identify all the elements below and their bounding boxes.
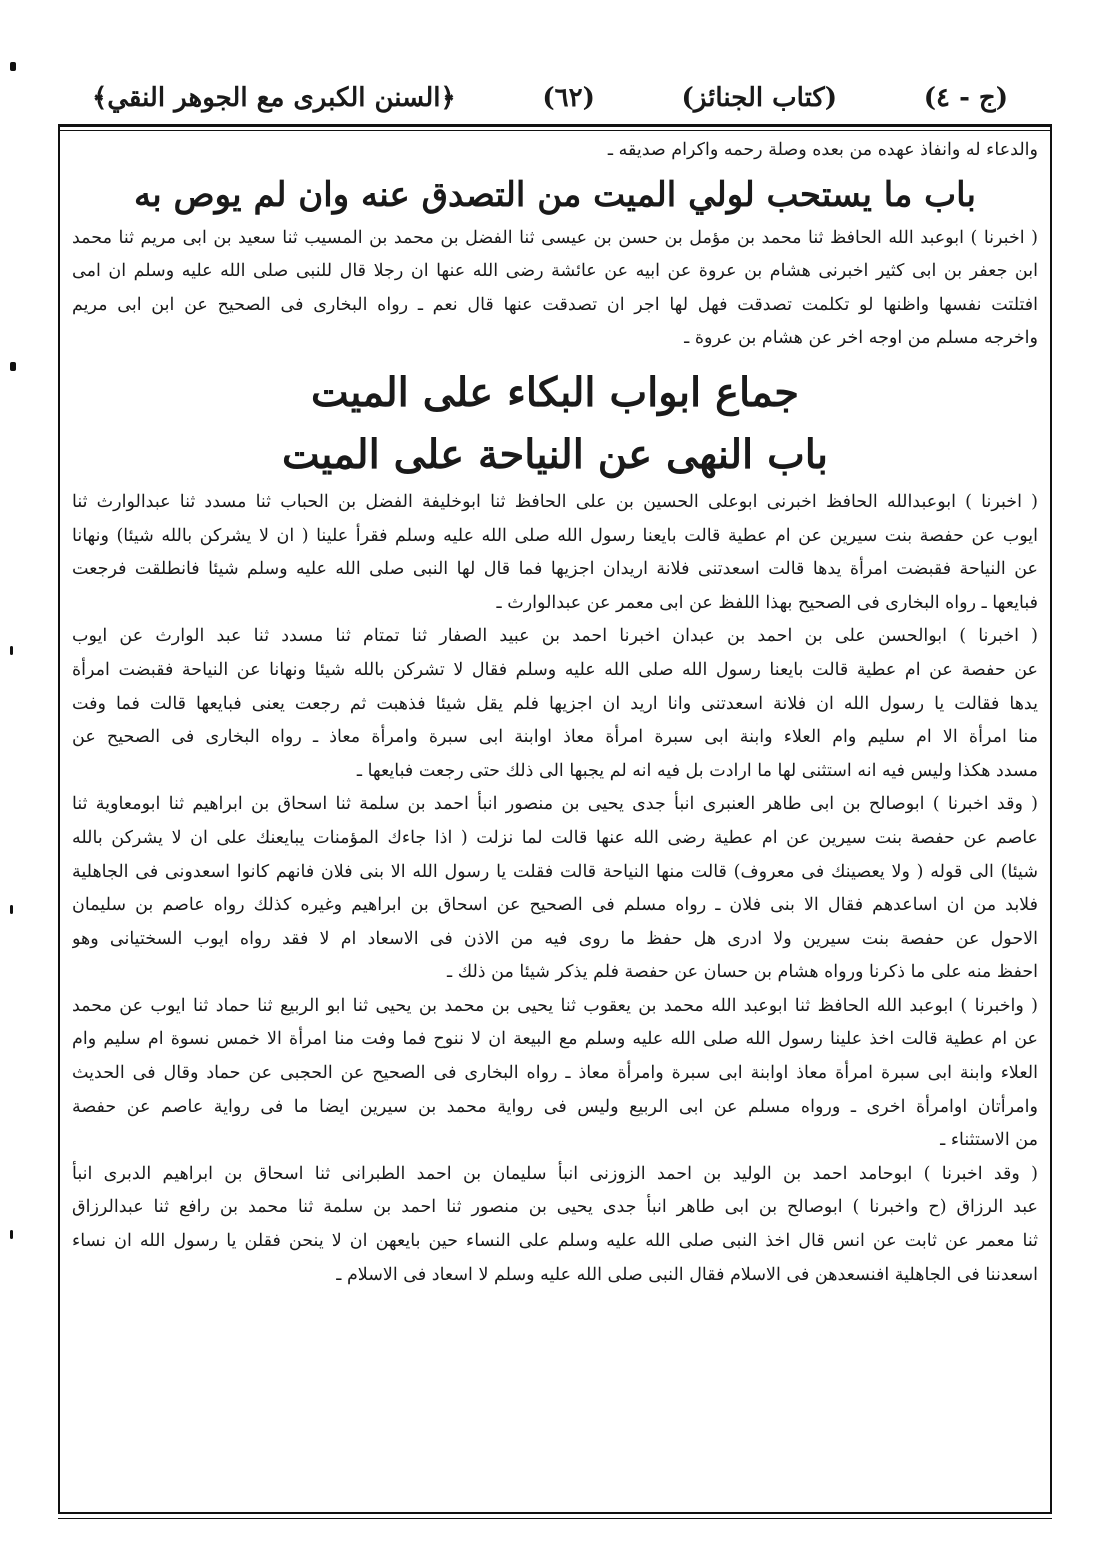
text-line: فلابد من ان اساعدهم فقال الا بنى فلان ـ رواه مسلم فى الصحيح عن اسحاق بن ابراهيم وغيره كذلك رواه عاصم بن سليمان: [72, 895, 1038, 916]
text-line: عبد الرزاق (ح واخبرنا ) ابوصالح بن ابى طاهر انبأ جدى يحيى بن منصور ثنا احمد بن سلمة ثنا محمد بن رافع ثنا عبدالرزاق: [72, 1197, 1038, 1218]
frame-right-border: [1050, 124, 1052, 1514]
running-header: [92, 78, 1008, 118]
text-line: ( اخبرنا ) ابوعبدالله الحافظ اخبرنى ابوعلى الحسين بن على الحافظ ثنا ابوخليفة الفضل بن الحباب ثنا مسدد ثنا عبدالوارث ثنا: [72, 491, 1038, 512]
footer-rule: [58, 1512, 1052, 1514]
text-line: افتلتت نفسها واظنها لو تكلمت تصدقت فهل لها اجر ان تصدقت عنها قال نعم ـ رواه البخارى فى الصحيح عن ابن ابى مريم: [72, 294, 1038, 315]
text-line: عاصم عن حفصة بنت سيرين عن ام عطية رضى الله عنها قالت لما نزلت ( اذا جاءك المؤمنات يبايعنك على ان لا يشركن بالله: [72, 827, 1038, 848]
margin-mark-5: [10, 1230, 13, 1239]
margin-mark-1: [10, 62, 16, 71]
text-line: وامرأتان اوامرأة اخرى ـ ورواه مسلم عن ابى الربيع وليس فى رواية محمد بن سيرين ايضا ما فى رواية عاصم عن حفصة: [72, 1096, 1038, 1117]
paragraph-6: [72, 1158, 1038, 1292]
section-heading-charity: باب ما يستحب لولي الميت من التصدق عنه وان لم يوص به: [133, 174, 976, 215]
text-line: ابن جعفر بن ابى كثير اخبرنى هشام بن عروة عن ابيه عن عائشة رضى الله عنها ان رجلا قال للنبى صلى الله عليه وسلم ان امى: [72, 261, 1038, 282]
text-line: عن حفصة عن ام عطية قالت بايعنا رسول الله صلى الله عليه وسلم فقال لا تشركن بالله شيئا ونهانا عن النياحة فقبضت امرأة: [72, 659, 1038, 680]
paragraph-3: [72, 620, 1038, 788]
header-book-title: ﴿السنن الكبرى مع الجوهر النقي﴾: [92, 83, 456, 113]
header-chapter-title: (كتاب الجنائز): [681, 83, 838, 113]
text-line: مسدد هكذا وليس فيه انه استثنى لها ما ارادت بل فيه انه لم يجبها الى ذلك حتى رجعت فبايعها ـ: [356, 760, 1038, 781]
text-line: والدعاء له وانفاذ عهده من بعده وصلة رحمه واكرام صديقه ـ: [607, 140, 1038, 160]
text-line: منا امرأة الا ام سليم وام العلاء وابنة ابى سبرة امرأة معاذ اوابنة ابى سبرة وامرأة معاذ ـ رواه البخارى فى الصحيح عن: [72, 727, 1038, 748]
text-line: الاحول عن حفصة بنت سيرين ولا ادرى هل حفظ ما روى فيه من الاذن فى الاسعاد ام لا فقد رواه ايوب السختيانى وهو: [72, 928, 1038, 949]
text-line: شيئا) الى قوله ( ولا يعصينك فى معروف) قالت منها النياحة قالت فقلت يا رسول الله الا بنى فلان فانهم كانوا اسعدونى فى الجاهلية: [72, 861, 1038, 882]
text-line: ( وقد اخبرنا ) ابوحامد احمد بن الوليد بن احمد الزوزنى انبأ سليمان بن احمد الطبرانى ثنا اسحاق بن ابراهيم الدبرى انبأ: [72, 1163, 1038, 1184]
frame-left-border: [58, 124, 60, 1514]
paragraph-5: [72, 990, 1038, 1158]
text-line: ( واخبرنا ) ابوعبد الله الحافظ ثنا ابوعبد الله محمد بن يعقوب ثنا يحيى بن محمد بن يحيى ثنا ابو الربيع ثنا حماد ثنا ايوب عن محمد: [72, 995, 1038, 1016]
text-line: ايوب عن حفصة بنت سيرين عن ام عطية قالت بايعنا رسول الله صلى الله عليه وسلم فقرأ علينا ( ان لا يشركن بالله شيئا) ونهانا: [72, 525, 1038, 546]
text-line: يدها فقالت يا رسول الله ان فلانة اسعدتنى وانا اريد ان اجزيها فلم يقل شيئا فذهبت ثم رجعت يعنى فبايعها قالت فما وفت: [72, 693, 1038, 714]
text-line: العلاء وابنة ابى سبرة امرأة معاذ اوابنة ابى سبرة وامرأة معاذ ـ رواه البخارى فى الصحيح عن الحجبى عن حماد وقال فى الحديث: [72, 1063, 1038, 1084]
text-line: احفظ منه على ما ذكرنا ورواه هشام بن حسان عن حفصة فلم يذكر شيئا من ذلك ـ: [447, 962, 1038, 983]
text-line: واخرجه مسلم من اوجه اخر عن هشام بن عروة ـ: [684, 328, 1038, 349]
margin-mark-2: [10, 362, 16, 371]
text-line: اسعدننا فى الجاهلية افنسعدهن فى الاسلام فقال النبى صلى الله عليه وسلم لا اسعاد فى الاسلام ـ: [336, 1264, 1038, 1285]
header-rule-thin: [60, 130, 1050, 131]
paragraph-2: [72, 486, 1038, 620]
text-line: فبايعها ـ رواه البخارى فى الصحيح بهذا اللفظ عن ابى معمر عن عبدالوارث ـ: [496, 592, 1038, 613]
text-line: ( اخبرنا ) ابوعبد الله الحافظ ثنا محمد بن مؤمل بن حسن بن عيسى ثنا الفضل بن محمد بن المسيب ثنا سعيد بن ابى مريم ثنا محمد: [72, 227, 1038, 248]
text-line: من الاستثناء ـ: [940, 1130, 1038, 1151]
text-line: عن ام عطية قالت اخذ علينا رسول الله صلى الله عليه وسلم مع البيعة ان لا ننوح فما وفت منا امرأة الا خمس نسوة ام سليم وام: [72, 1029, 1038, 1050]
header-volume: (ج - ٤): [923, 83, 1008, 113]
text-line: ( اخبرنا ) ابوالحسن على بن احمد بن عبدان اخبرنا احمد بن عبيد الصفار ثنا تمتام ثنا مسدد ثنا عبد الوارث عن ايوب: [72, 626, 1038, 647]
section-heading-wailing: باب النهى عن النياحة على الميت: [281, 430, 829, 478]
paragraph-0: [72, 134, 1038, 168]
margin-mark-3: [10, 646, 13, 655]
text-line: عن النياحة فقبضت امرأة يدها قالت اسعدتنى فلانة اريدان اجزيها فما قال لها النبى صلى الله عليه وسلم شيئا فانطلقت فرجعت: [72, 559, 1038, 580]
text-line: ( وقد اخبرنا ) ابوصالح بن ابى طاهر العنبرى انبأ جدى يحيى بن منصور انبأ احمد بن سلمة ثنا اسحاق بن ابراهيم ثنا ابومعاوية ثنا: [72, 794, 1038, 815]
paragraph-1: [72, 222, 1038, 356]
section-heading-weeping: جماع ابواب البكاء على الميت: [311, 368, 799, 416]
page-body: [72, 134, 1038, 1292]
margin-mark-4: [10, 905, 13, 914]
header-rule: [60, 124, 1050, 127]
header-page-number: (٦٢): [542, 83, 595, 113]
text-line: ثنا معمر عن ثابت عن انس قال اخذ النبى صلى الله عليه وسلم على النساء حين بايعهن ان لا ينحن فقلن يا رسول الله ان نساء: [72, 1231, 1038, 1252]
footer-rule-thin: [58, 1518, 1052, 1519]
paragraph-4: [72, 788, 1038, 990]
